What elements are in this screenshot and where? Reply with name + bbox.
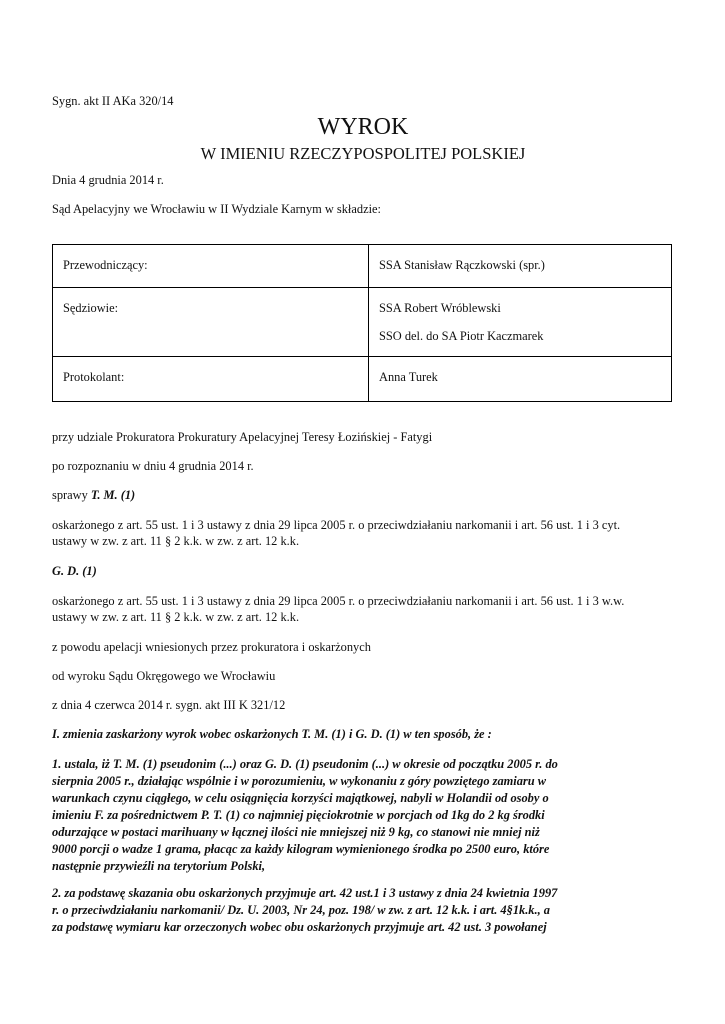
point-1-line: następnie przywieźli na terytorium Polski, [52, 859, 266, 873]
charge-1-line-2: ustawy w zw. z art. 11 § 2 k.k. w zw. z art. 12 k.k. [52, 534, 300, 548]
table-row [53, 357, 672, 402]
point-1-line: 1. ustala, iż T. M. (1) pseudonim (...) oraz G. D. (1) pseudonim (...) w okresie od początku 2005 r. do [52, 757, 558, 771]
charge-1-line-1: oskarżonego z art. 55 ust. 1 i 3 ustawy z dnia 29 lipca 2005 r. o przeciwdziałaniu narkomanii i art. 56 ust. 1 i 3 cyt. [52, 518, 621, 532]
point-1-line: imieniu F. za pośrednictwem P. T. (1) co najmniej pięciokrotnie w porcjach od 1kg do 2 kg środki [52, 808, 545, 822]
charge-2-line-2: ustawy w zw. z art. 11 § 2 k.k. w zw. z art. 12 k.k. [52, 610, 300, 624]
clerk-value: Anna Turek [379, 370, 438, 384]
defendant-2: G. D. (1) [52, 564, 97, 578]
point-1-line: 9000 porcji o wadze 1 grama, płacąc za każdy kilogram wymienionego środka po 2500 euro, które [52, 842, 550, 856]
case-prefix: sprawy [52, 488, 91, 502]
table-row [53, 245, 672, 288]
case-line [52, 487, 674, 503]
point-2-line: 2. za podstawę skazania obu oskarżonych przyjmuje art. 42 ust.1 i 3 ustawy z dnia 24 kwietnia 1997 [52, 886, 558, 900]
point-2-line: za podstawę wymiaru kar orzeczonych wobec obu oskarżonych przyjmuje art. 42 ust. 3 powołanej [52, 920, 547, 934]
judge-1: SSA Robert Wróblewski [379, 301, 501, 315]
court-panel-table [52, 244, 672, 402]
appeal-line: z powodu apelacji wniesionych przez prokuratora i oskarżonych [52, 640, 371, 654]
table-row [53, 288, 672, 357]
presiding-label: Przewodniczący: [63, 258, 148, 272]
hearing-line: po rozpoznaniu w dniu 4 grudnia 2014 r. [52, 459, 254, 473]
from-judgment-line: od wyroku Sądu Okręgowego we Wrocławiu [52, 669, 276, 683]
judgment-date: Dnia 4 grudnia 2014 r. [52, 173, 164, 187]
judge-2: SSO del. do SA Piotr Kaczmarek [379, 329, 544, 343]
document-subtitle: W IMIENIU RZECZYPOSPOLITEJ POLSKIEJ [200, 144, 526, 163]
point-1-line: warunkach czynu ciągłego, w celu osiągnięcia korzyści majątkowej, nabyli w Holandii od osoby o [52, 791, 549, 805]
point-1-line: sierpnia 2005 r., działając wspólnie i w porozumieniu, w wykonaniu z góry powziętego zamiaru w [52, 774, 546, 788]
point-1-line: odurzające w postaci marihuany w łącznej ilości nie mniejszej niż 9 kg, co stanowi nie mniej niż [52, 825, 540, 839]
point-2-line: r. o przeciwdziałaniu narkomanii/ Dz. U. 2003, Nr 24, poz. 198/ w zw. z art. 12 k.k. i art. 4§1k.k., a [52, 903, 550, 917]
charge-2-line-1: oskarżonego z art. 55 ust. 1 i 3 ustawy z dnia 29 lipca 2005 r. o przeciwdziałaniu narkomanii i art. 56 ust. 1 i 3 w.w. [52, 594, 625, 608]
point-I: I. zmienia zaskarżony wyrok wobec oskarżonych T. M. (1) i G. D. (1) w ten sposób, że : [52, 727, 492, 741]
defendant-1: T. M. (1) [90, 488, 136, 502]
court-composition: Sąd Apelacyjny we Wrocławiu w II Wydziale Karnym w składzie: [52, 202, 381, 216]
presiding-value: SSA Stanisław Rączkowski (spr.) [379, 258, 545, 272]
document-title: WYROK [317, 114, 409, 140]
case-signature: Sygn. akt II AKa 320/14 [52, 94, 174, 108]
judges-label: Sędziowie: [63, 301, 119, 315]
clerk-label: Protokolant: [63, 370, 125, 384]
prosecutor-line: przy udziale Prokuratora Prokuratury Apelacyjnej Teresy Łozińskiej - Fatygi [52, 430, 433, 444]
judgment-date-line: z dnia 4 czerwca 2014 r. sygn. akt III K 321/12 [52, 698, 286, 712]
